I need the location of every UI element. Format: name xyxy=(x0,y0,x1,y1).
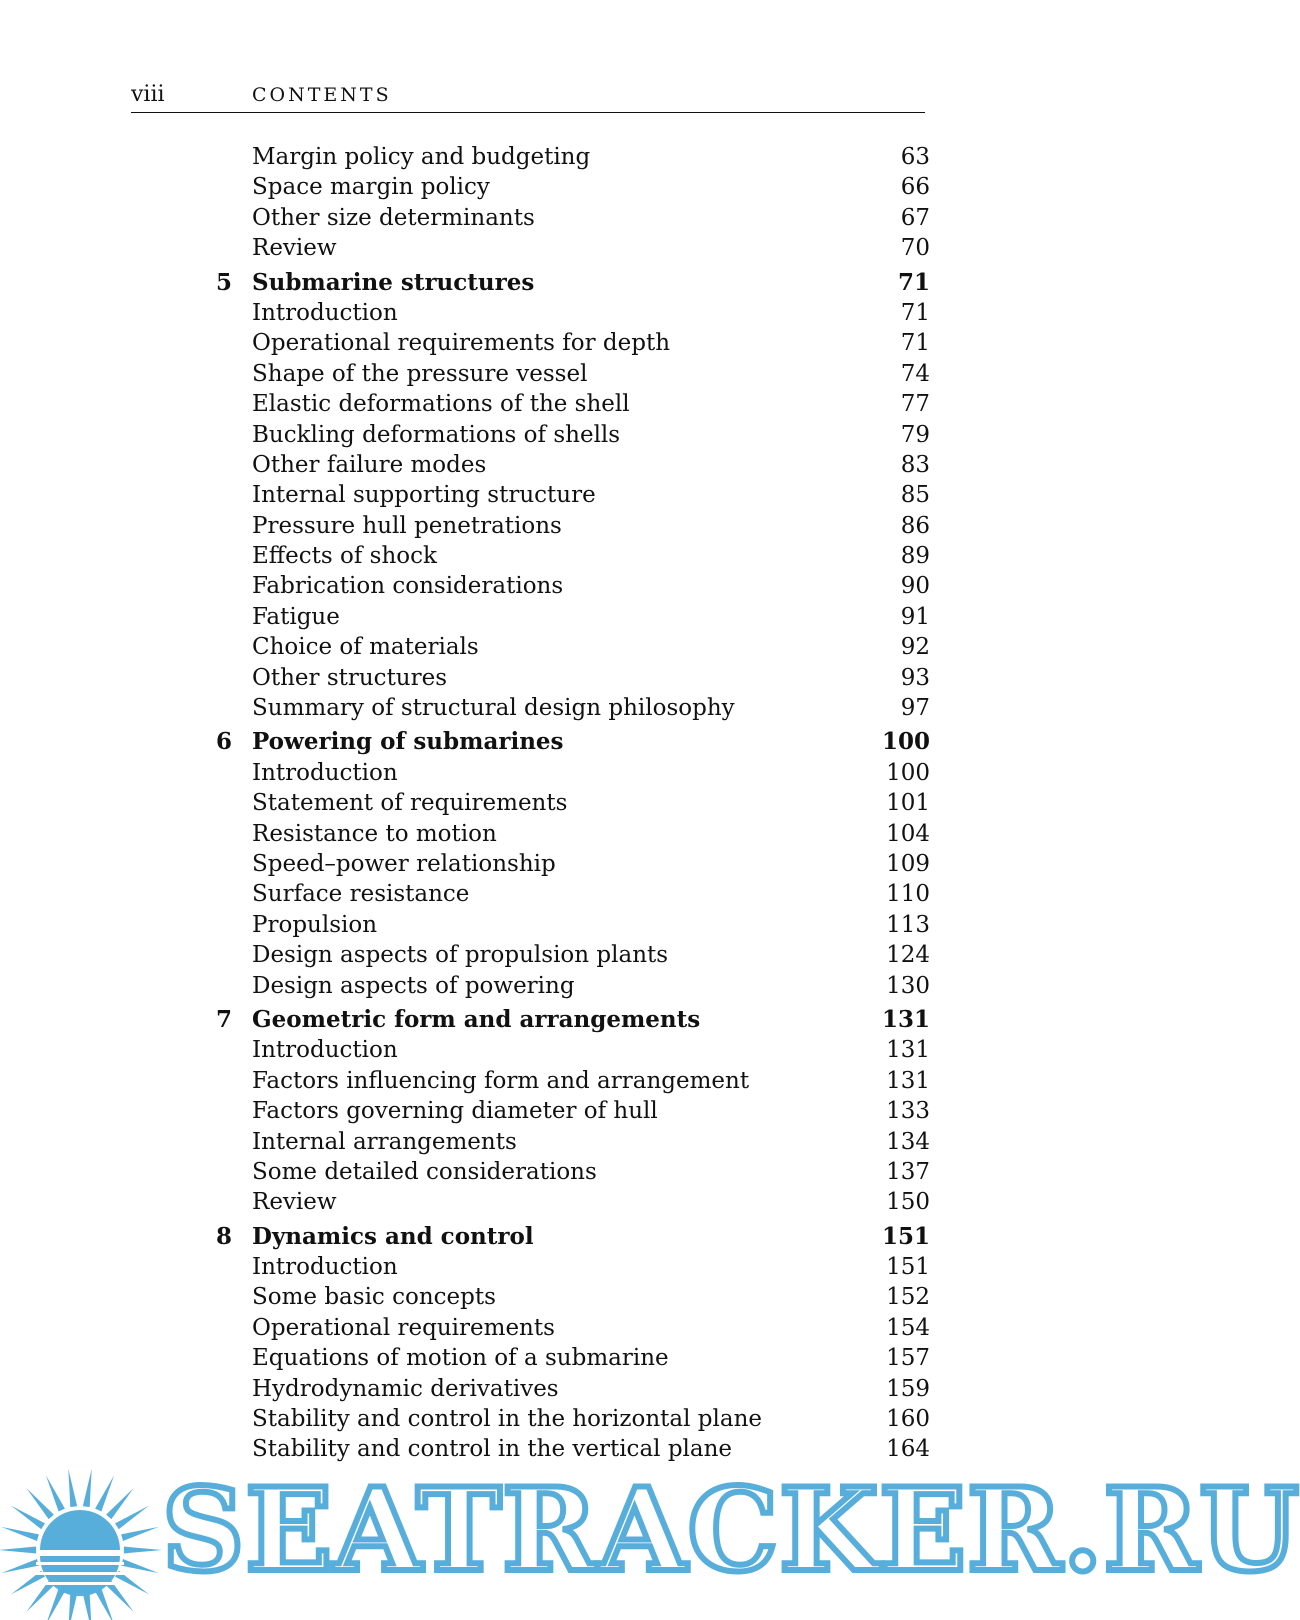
section-title: Introduction xyxy=(252,299,398,326)
page-reference: 85 xyxy=(900,482,930,509)
section-entry[interactable] xyxy=(206,1096,930,1126)
page-header xyxy=(131,80,925,130)
section-title: Effects of shock xyxy=(252,543,437,570)
section-title: Introduction xyxy=(252,1254,398,1281)
section-title: Fabrication considerations xyxy=(252,573,564,600)
section-title: Other failure modes xyxy=(252,451,487,478)
table-of-contents xyxy=(206,142,930,1465)
section-entry[interactable] xyxy=(206,1066,930,1096)
section-entry[interactable] xyxy=(206,233,930,263)
section-title: Design aspects of powering xyxy=(252,972,575,999)
section-entry[interactable] xyxy=(206,1313,930,1343)
page-reference: 152 xyxy=(886,1284,930,1311)
section-entry[interactable] xyxy=(206,940,930,970)
page-reference: 93 xyxy=(900,664,930,691)
watermark xyxy=(0,1455,1300,1620)
section-entry[interactable] xyxy=(206,203,930,233)
page-reference: 91 xyxy=(900,603,930,630)
section-entry[interactable] xyxy=(206,1252,930,1282)
page-reference: 101 xyxy=(886,790,930,817)
chapter-number: 6 xyxy=(216,728,233,756)
page-reference: 160 xyxy=(886,1406,930,1433)
section-title: Internal arrangements xyxy=(252,1128,517,1155)
section-title: Introduction xyxy=(252,1037,398,1064)
page-reference: 100 xyxy=(881,728,930,756)
section-entry[interactable] xyxy=(206,172,930,202)
chapter-entry[interactable] xyxy=(206,1005,930,1035)
page-reference: 151 xyxy=(881,1222,930,1250)
section-entry[interactable] xyxy=(206,1282,930,1312)
page-reference: 67 xyxy=(900,204,930,231)
page-reference: 150 xyxy=(886,1189,930,1216)
page-reference: 71 xyxy=(900,330,930,357)
section-entry[interactable] xyxy=(206,1157,930,1187)
section-entry[interactable] xyxy=(206,480,930,510)
chapter-title: Submarine structures xyxy=(252,268,535,296)
section-title: Factors influencing form and arrangement xyxy=(252,1067,750,1094)
section-title: Space margin policy xyxy=(252,174,490,201)
page-reference: 77 xyxy=(900,391,930,418)
page-reference: 83 xyxy=(900,451,930,478)
page-reference: 164 xyxy=(886,1436,930,1463)
section-title: Factors governing diameter of hull xyxy=(252,1098,658,1125)
section-title: Elastic deformations of the shell xyxy=(252,391,630,418)
section-title: Hydrodynamic derivatives xyxy=(252,1375,559,1402)
page-reference: 134 xyxy=(886,1128,930,1155)
section-entry[interactable] xyxy=(206,328,930,358)
section-title: Propulsion xyxy=(252,911,378,938)
chapter-number: 7 xyxy=(216,1005,233,1033)
page-reference: 109 xyxy=(886,850,930,877)
chapter-entry[interactable] xyxy=(206,727,930,757)
chapter-number: 8 xyxy=(216,1222,233,1250)
section-entry[interactable] xyxy=(206,663,930,693)
section-title: Speed–power relationship xyxy=(252,850,556,877)
section-entry[interactable] xyxy=(206,450,930,480)
section-entry[interactable] xyxy=(206,541,930,571)
section-entry[interactable] xyxy=(206,602,930,632)
section-title: Review xyxy=(252,235,337,262)
section-title: Margin policy and budgeting xyxy=(252,144,591,170)
section-title: Some detailed considerations xyxy=(252,1158,597,1185)
section-title: Statement of requirements xyxy=(252,790,568,817)
chapter-number: 5 xyxy=(216,268,233,296)
section-title: Other structures xyxy=(252,664,448,691)
page-reference: 86 xyxy=(900,512,930,539)
page-reference: 74 xyxy=(900,360,930,387)
page-reference: 90 xyxy=(900,573,930,600)
section-title: Buckling deformations of shells xyxy=(252,421,621,448)
page-reference: 154 xyxy=(886,1314,930,1341)
page-reference: 131 xyxy=(886,1037,930,1064)
page-reference: 79 xyxy=(900,421,930,448)
page-reference: 104 xyxy=(886,820,930,847)
section-entry[interactable] xyxy=(206,1035,930,1065)
section-entry[interactable] xyxy=(206,971,930,1001)
section-title: Some basic concepts xyxy=(252,1284,496,1311)
section-title: Review xyxy=(252,1189,337,1216)
section-entry[interactable] xyxy=(206,693,930,723)
chapter-entry[interactable] xyxy=(206,268,930,298)
section-entry[interactable] xyxy=(206,571,930,601)
page-reference: 159 xyxy=(886,1375,930,1402)
section-title: Pressure hull penetrations xyxy=(252,512,562,539)
header-rule xyxy=(131,112,925,113)
section-title: Choice of materials xyxy=(252,634,479,661)
running-title: CONTENTS xyxy=(252,84,392,106)
page-reference: 157 xyxy=(886,1345,930,1372)
page-reference: 100 xyxy=(886,759,930,786)
page-reference: 131 xyxy=(886,1067,930,1094)
page-reference: 124 xyxy=(886,942,930,969)
section-entry[interactable] xyxy=(206,142,930,172)
section-entry[interactable] xyxy=(206,1187,930,1217)
section-title: Design aspects of propulsion plants xyxy=(252,942,669,969)
page-number: viii xyxy=(131,82,165,107)
page-reference: 133 xyxy=(886,1098,930,1125)
section-title: Introduction xyxy=(252,759,398,786)
section-title: Stability and control in the vertical plane xyxy=(252,1436,733,1463)
section-entry[interactable] xyxy=(206,1127,930,1157)
section-entry[interactable] xyxy=(206,788,930,818)
section-entry[interactable] xyxy=(206,359,930,389)
section-entry[interactable] xyxy=(206,758,930,788)
page-reference: 137 xyxy=(886,1158,930,1185)
chapter-title: Dynamics and control xyxy=(252,1222,534,1250)
page-reference: 92 xyxy=(900,634,930,661)
section-title: Resistance to motion xyxy=(252,820,497,847)
section-title: Summary of structural design philosophy xyxy=(252,695,735,722)
section-title: Surface resistance xyxy=(252,881,470,908)
section-entry[interactable] xyxy=(206,1404,930,1434)
page-reference: 131 xyxy=(881,1005,930,1033)
page-reference: 71 xyxy=(900,299,930,326)
section-title: Operational requirements for depth xyxy=(252,330,671,357)
section-title: Shape of the pressure vessel xyxy=(252,360,588,387)
page-reference: 71 xyxy=(897,268,930,296)
section-entry[interactable] xyxy=(206,632,930,662)
section-entry[interactable] xyxy=(206,849,930,879)
section-title: Other size determinants xyxy=(252,204,535,231)
section-entry[interactable] xyxy=(206,910,930,940)
section-entry[interactable] xyxy=(206,511,930,541)
section-title: Fatigue xyxy=(252,603,340,630)
page-reference: 63 xyxy=(900,144,930,170)
page-reference: 89 xyxy=(900,543,930,570)
page-reference: 66 xyxy=(900,174,930,201)
section-entry[interactable] xyxy=(206,819,930,849)
section-entry[interactable] xyxy=(206,298,930,328)
chapter-title: Geometric form and arrangements xyxy=(252,1005,701,1033)
section-entry[interactable] xyxy=(206,1343,930,1373)
section-title: Internal supporting structure xyxy=(252,482,596,509)
section-entry[interactable] xyxy=(206,1374,930,1404)
section-title: Operational requirements xyxy=(252,1314,555,1341)
section-title: Equations of motion of a submarine xyxy=(252,1345,669,1372)
section-entry[interactable] xyxy=(206,879,930,909)
watermark-text: SEATRACKER.RU xyxy=(162,1463,1300,1597)
section-title: Stability and control in the horizontal plane xyxy=(252,1406,762,1433)
page-reference: 97 xyxy=(900,695,930,722)
chapter-entry[interactable] xyxy=(206,1222,930,1252)
chapter-title: Powering of submarines xyxy=(252,728,564,756)
page-reference: 110 xyxy=(886,881,930,908)
page-reference: 70 xyxy=(900,235,930,262)
sun-icon xyxy=(0,1455,165,1620)
section-entry[interactable] xyxy=(206,389,930,419)
page-reference: 113 xyxy=(886,911,930,938)
section-entry[interactable] xyxy=(206,420,930,450)
page-reference: 151 xyxy=(886,1254,930,1281)
page-reference: 130 xyxy=(886,972,930,999)
